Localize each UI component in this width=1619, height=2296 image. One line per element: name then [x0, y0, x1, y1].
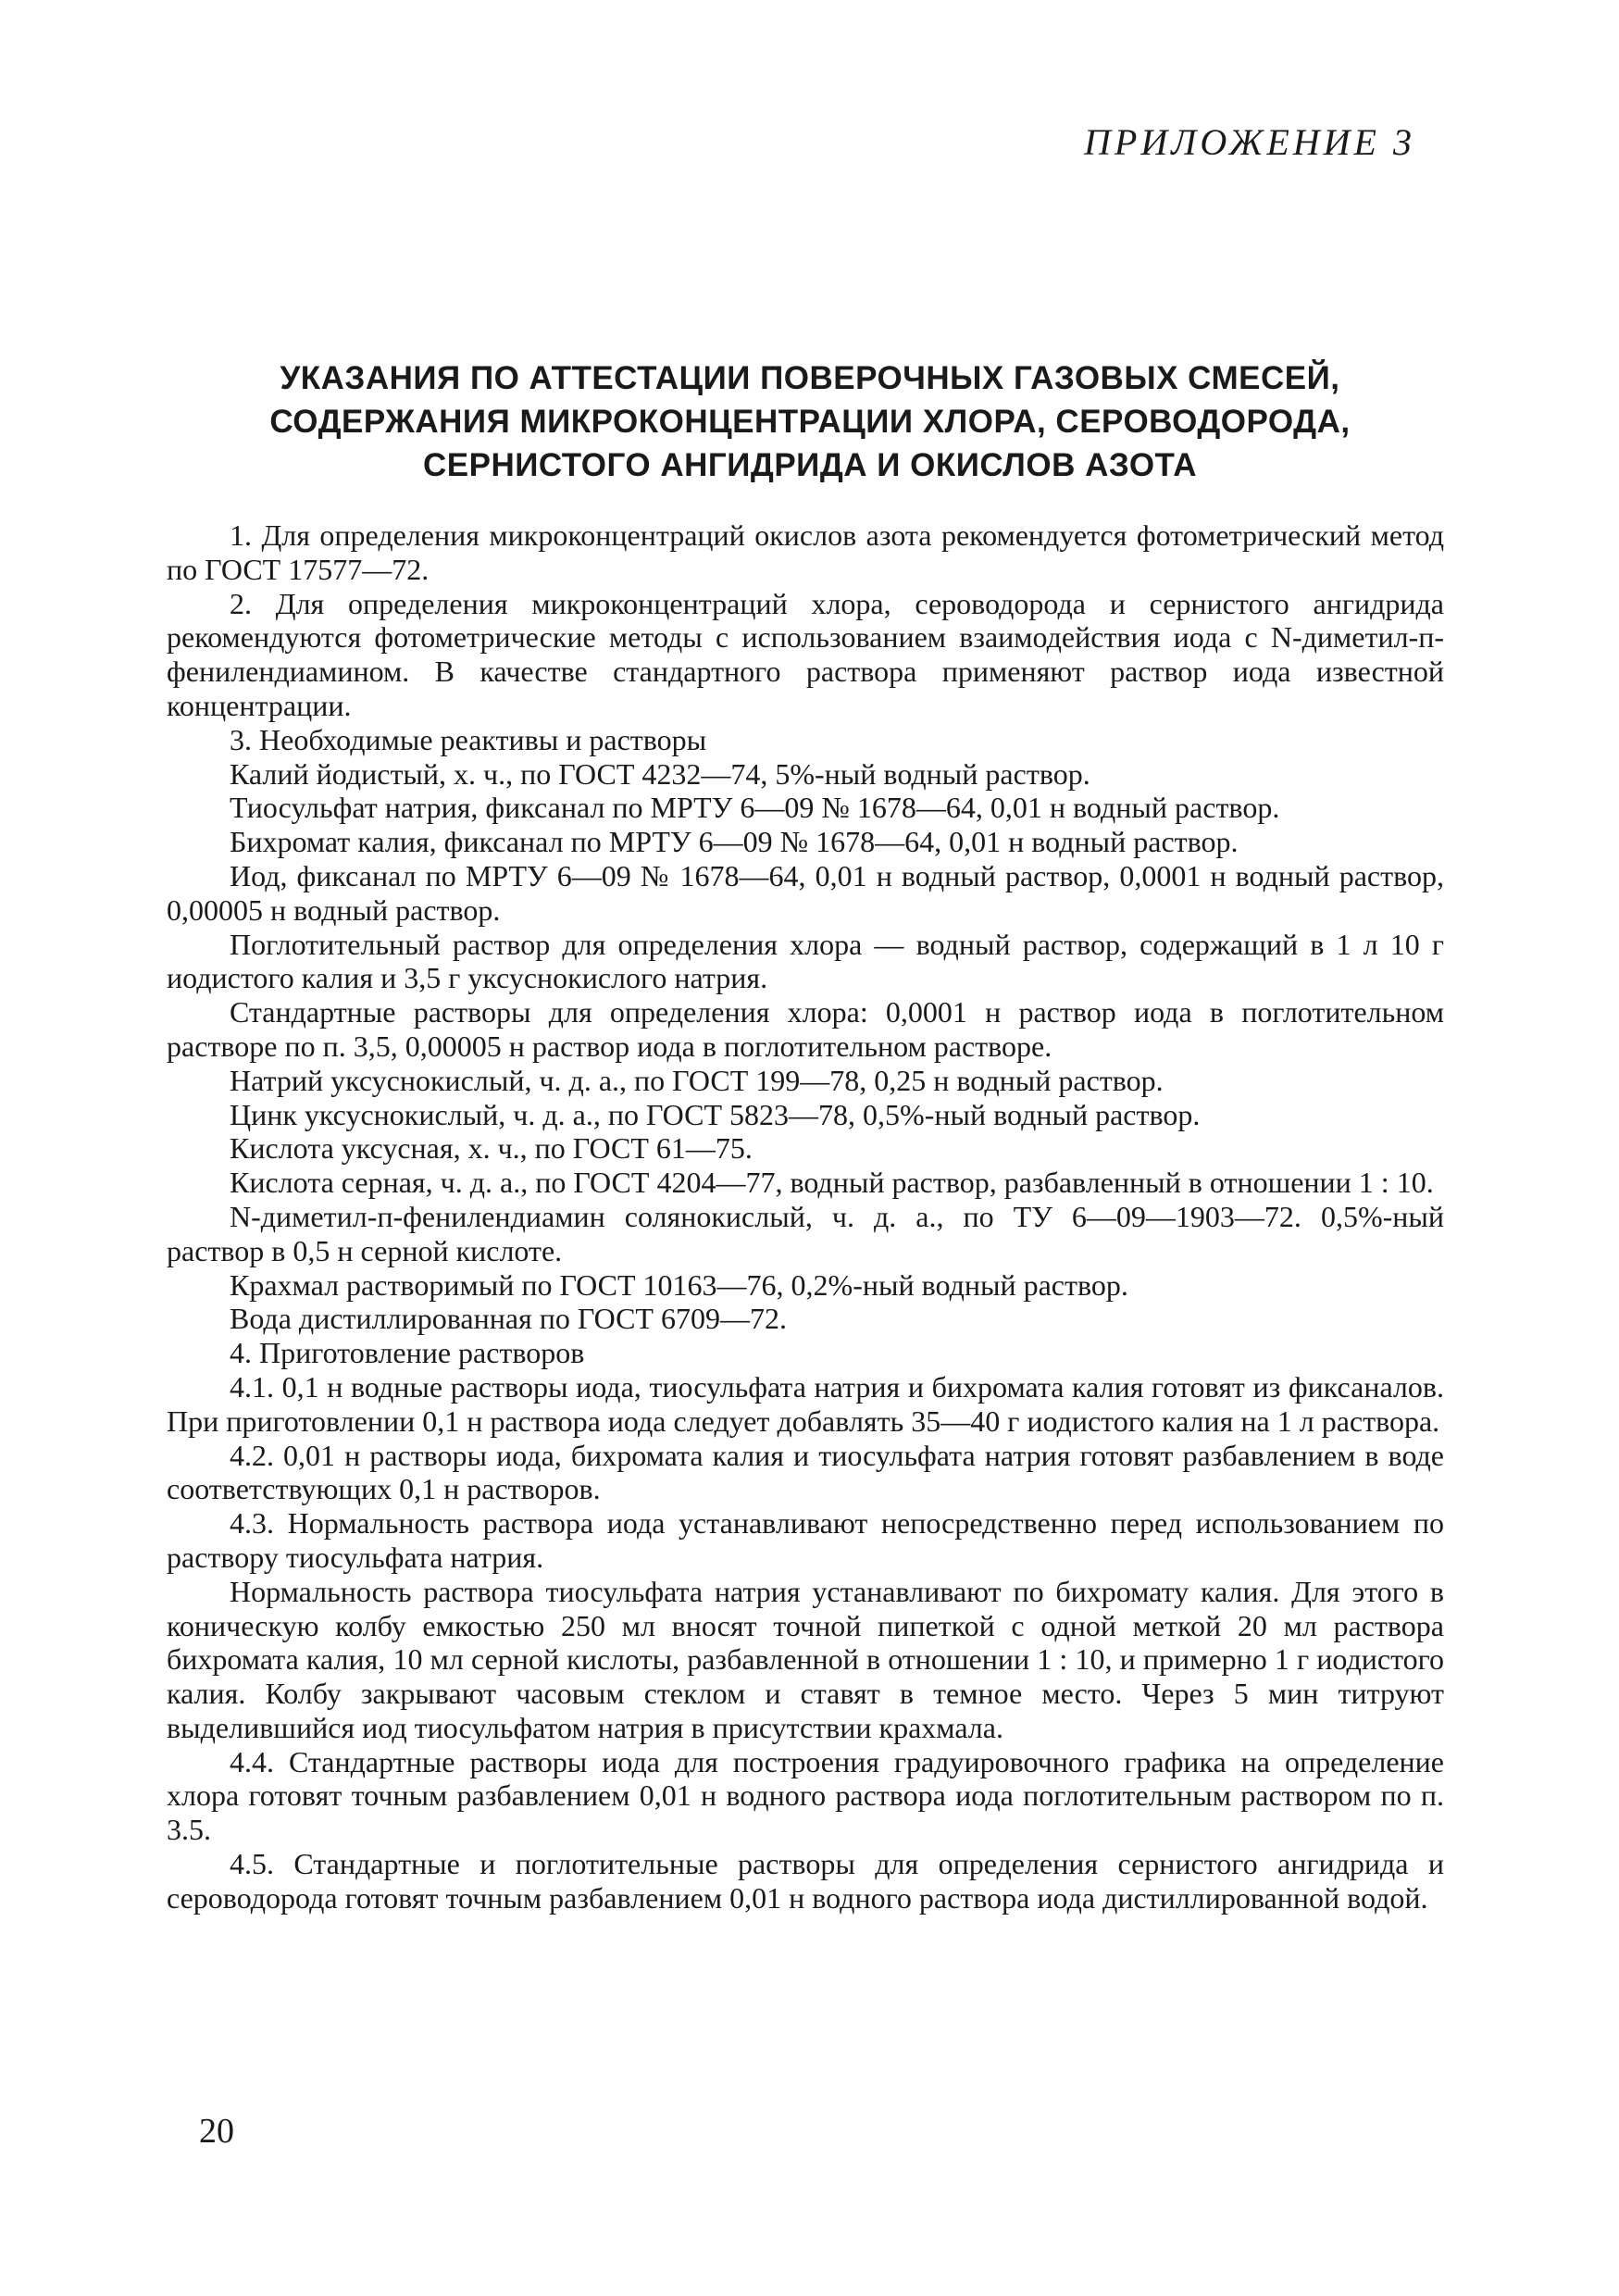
paragraph: 4. Приготовление растворов	[230, 1336, 585, 1370]
paragraph: Кислота уксусная, х. ч., по ГОСТ 61—75.	[230, 1131, 753, 1166]
paragraph: Калий йодистый, х. ч., по ГОСТ 4232—74, 5%-ный водный раствор.	[230, 756, 1090, 791]
paragraph: 4.2. 0,01 н растворы иода, бихромата калия и тиосульфата натрия готовят разбавлением в воде соответствующих 0,1 н растворов.	[167, 1438, 1444, 1506]
page-number: 20	[199, 2112, 234, 2151]
paragraph: Иод, фиксанал по МРТУ 6—09 № 1678—64, 0,01 н водный раствор, 0,0001 н водный раствор, 0,00005 н водный раствор.	[167, 858, 1444, 927]
title-line-1: УКАЗАНИЯ ПО АТТЕСТАЦИИ ПОВЕРОЧНЫХ ГАЗОВЫХ СМЕСЕЙ,	[280, 360, 1340, 396]
title-line-2: СОДЕРЖАНИЯ МИКРОКОНЦЕНТРАЦИИ ХЛОРА, СЕРОВОДОРОДА,	[269, 404, 1351, 440]
paragraph: Нормальность раствора тиосульфата натрия устанавливают по бихромату калия. Для этого в коническую колбу емкостью 250 мл вносят точной пипеткой с одной меткой 20 мл раствора бихромата калия, 10 мл серной кислоты, разбавленной в отношении 1 : 10, и примерно 1 г иодистого калия. Колбу закрывают часовым стеклом и ставят в темное место. Через 5 мин титруют выделившийся иод тиосульфатом натрия в присутствии крахмала.	[167, 1574, 1444, 1744]
paragraph: Натрий уксуснокислый, ч. д. а., по ГОСТ 199—78, 0,25 н водный раствор.	[230, 1063, 1164, 1097]
document-title	[167, 356, 1453, 487]
document-body	[167, 518, 1444, 1915]
paragraph: Крахмал растворимый по ГОСТ 10163—76, 0,2%-ный водный раствор.	[230, 1267, 1128, 1302]
paragraph: Тиосульфат натрия, фиксанал по МРТУ 6—09 № 1678—64, 0,01 н водный раствор.	[230, 791, 1280, 825]
paragraph: Поглотительный раствор для определения хлора — водный раствор, содержащий в 1 л 10 г иодистого калия и 3,5 г уксуснокислого натрия.	[167, 927, 1444, 995]
paragraph: 4.5. Стандартные и поглотительные растворы для определения сернистого ангидрида и сероводорода готовят точным разбавлением 0,01 н водного раствора иода дистиллированной водой.	[167, 1847, 1444, 1915]
paragraph: 2. Для определения микроконцентраций хлора, сероводорода и сернистого ангидрида рекомендуются фотометрические методы с использованием взаимодействия иода с N-диметил-п-фенилендиамином. В качестве стандартного раствора применяют раствор иода известной концентрации.	[167, 586, 1444, 722]
paragraph: Цинк уксуснокислый, ч. д. а., по ГОСТ 5823—78, 0,5%-ный водный раствор.	[230, 1097, 1201, 1131]
title-line-3: СЕРНИСТОГО АНГИДРИДА И ОКИСЛОВ АЗОТА	[422, 447, 1197, 483]
appendix-label: ПРИЛОЖЕНИЕ 3	[1084, 121, 1415, 163]
paragraph: 3. Необходимые реактивы и растворы	[230, 722, 707, 756]
paragraph: 1. Для определения микроконцентраций окислов азота рекомендуется фотометрический метод по ГОСТ 17577—72.	[167, 518, 1444, 586]
paragraph: Стандартные растворы для определения хлора: 0,0001 н раствор иода в поглотительном растворе по п. 3,5, 0,00005 н раствор иода в поглотительном растворе.	[167, 995, 1444, 1063]
paragraph: 4.1. 0,1 н водные растворы иода, тиосульфата натрия и бихромата калия готовят из фиксаналов. При приготовлении 0,1 н раствора иода следует добавлять 35—40 г иодистого калия на 1 л раствора.	[167, 1369, 1444, 1438]
paragraph: Вода дистиллированная по ГОСТ 6709—72.	[230, 1302, 787, 1336]
paragraph: N-диметил-п-фенилендиамин солянокислый, ч. д. а., по ТУ 6—09—1903—72. 0,5%-ный раствор в 0,5 н серной кислоте.	[167, 1199, 1444, 1267]
paragraph: Кислота серная, ч. д. а., по ГОСТ 4204—77, водный раствор, разбавленный в отношении 1 : 10.	[230, 1166, 1434, 1200]
paragraph: Бихромат калия, фиксанал по МРТУ 6—09 № 1678—64, 0,01 н водный раствор.	[230, 825, 1239, 859]
paragraph: 4.4. Стандартные растворы иода для построения градуировочного графика на определение хлора готовят точным разбавлением 0,01 н водного раствора иода поглотительным раствором по п. 3.5.	[167, 1744, 1444, 1847]
paragraph: 4.3. Нормальность раствора иода устанавливают непосредственно перед использованием по раствору тиосульфата натрия.	[167, 1506, 1444, 1574]
